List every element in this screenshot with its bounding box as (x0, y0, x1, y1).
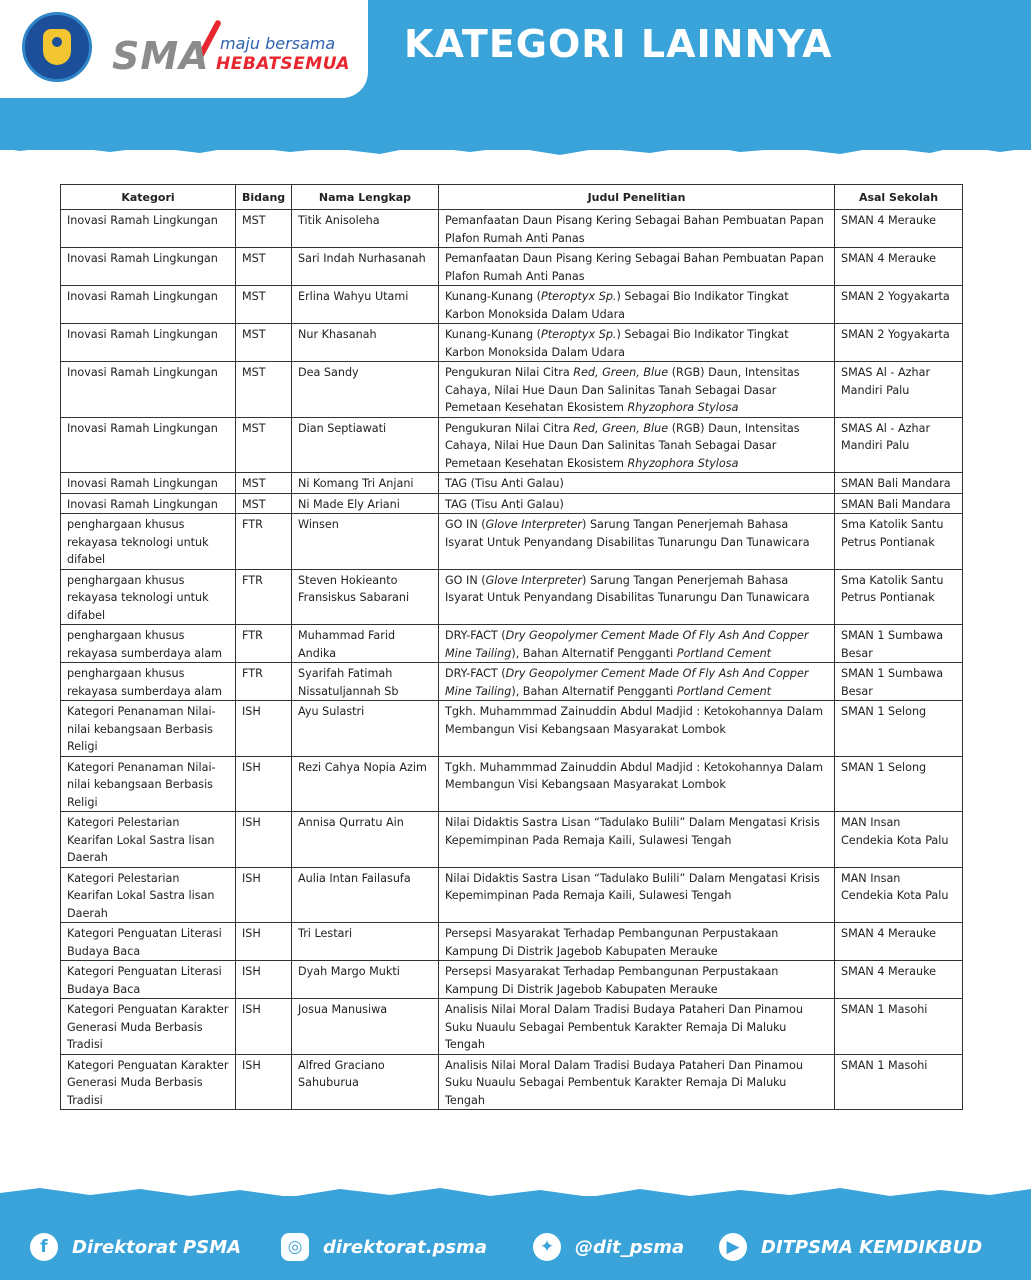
cell-asal: SMAN Bali Mandara (835, 473, 963, 494)
table-row (61, 663, 963, 701)
social-twitter[interactable] (533, 1232, 684, 1262)
cell-kategori: Inovasi Ramah Lingkungan (61, 286, 236, 324)
table-row (61, 362, 963, 418)
social-label: DITPSMA KEMDIKBUD (761, 1236, 983, 1258)
cell-bidang: MST (236, 324, 292, 362)
cell-kategori: penghargaan khusus rekayasa sumberdaya alam (61, 625, 236, 663)
cell-bidang: FTR (236, 514, 292, 570)
instagram-icon: ◎ (281, 1233, 309, 1261)
cell-kategori: Inovasi Ramah Lingkungan (61, 210, 236, 248)
results-table-wrap (60, 184, 962, 1110)
cell-nama: Steven Hokieanto Fransiskus Sabarani (292, 569, 439, 625)
tagline-top: maju bersama (220, 34, 336, 53)
cell-asal: MAN Insan Cendekia Kota Palu (835, 812, 963, 868)
table-row (61, 493, 963, 514)
table-row (61, 514, 963, 570)
cell-kategori: Kategori Penanaman Nilai-nilai kebangsaan Berbasis Religi (61, 701, 236, 757)
cell-bidang: MST (236, 286, 292, 324)
cell-judul: Tgkh. Muhammmad Zainuddin Abdul Madjid : Ketokohannya Dalam Membangun Visi Kebangsaan Masyarakat Lombok (439, 701, 835, 757)
social-youtube[interactable] (719, 1232, 982, 1262)
cell-nama: Annisa Qurratu Ain (292, 812, 439, 868)
cell-bidang: ISH (236, 812, 292, 868)
cell-bidang: MST (236, 210, 292, 248)
tagline-bottom: HEBATSEMUA (216, 54, 350, 74)
table-row (61, 923, 963, 961)
table-row (61, 756, 963, 812)
cell-asal: SMAN Bali Mandara (835, 493, 963, 514)
cell-bidang: MST (236, 362, 292, 418)
cell-kategori: penghargaan khusus rekayasa teknologi untuk difabel (61, 569, 236, 625)
page-title: KATEGORI LAINNYA (404, 22, 833, 66)
cell-judul: TAG (Tisu Anti Galau) (439, 473, 835, 494)
table-row (61, 812, 963, 868)
cell-kategori: Inovasi Ramah Lingkungan (61, 473, 236, 494)
cell-judul: Nilai Didaktis Sastra Lisan “Tadulako Bulili” Dalam Mengatasi Krisis Kepemimpinan Pada Remaja Kaili, Sulawesi Tengah (439, 812, 835, 868)
table-row (61, 248, 963, 286)
cell-bidang: FTR (236, 569, 292, 625)
cell-kategori: Inovasi Ramah Lingkungan (61, 248, 236, 286)
cell-kategori: Inovasi Ramah Lingkungan (61, 362, 236, 418)
cell-nama: Nur Khasanah (292, 324, 439, 362)
cell-asal: SMAS Al - Azhar Mandiri Palu (835, 362, 963, 418)
social-instagram[interactable] (281, 1232, 487, 1262)
cell-kategori: Kategori Pelestarian Kearifan Lokal Sastra lisan Daerah (61, 812, 236, 868)
cell-nama: Titik Anisoleha (292, 210, 439, 248)
cell-kategori: Kategori Penguatan Karakter Generasi Muda Berbasis Tradisi (61, 999, 236, 1055)
column-header-judul: Judul Penelitian (439, 185, 835, 210)
cell-nama: Tri Lestari (292, 923, 439, 961)
facebook-icon: f (30, 1233, 58, 1261)
table-row (61, 999, 963, 1055)
social-label: direktorat.psma (323, 1236, 488, 1258)
cell-nama: Muhammad Farid Andika (292, 625, 439, 663)
cell-asal: SMAN 1 Masohi (835, 999, 963, 1055)
cell-judul: Pengukuran Nilai Citra Red, Green, Blue (RGB) Daun, Intensitas Cahaya, Nilai Hue Daun Dan Salinitas Tanah Sebagai Dasar Pemetaan Kesehatan Ekosistem Rhyzophora Stylosa (439, 417, 835, 473)
social-facebook[interactable] (30, 1232, 241, 1262)
cell-asal: SMAN 1 Sumbawa Besar (835, 625, 963, 663)
brand-logo-text: SMA (112, 34, 210, 78)
cell-nama: Erlina Wahyu Utami (292, 286, 439, 324)
cell-bidang: ISH (236, 701, 292, 757)
cell-bidang: MST (236, 417, 292, 473)
cell-asal: SMAN 1 Selong (835, 701, 963, 757)
cell-kategori: Inovasi Ramah Lingkungan (61, 417, 236, 473)
cell-nama: Ayu Sulastri (292, 701, 439, 757)
brush-edge-top (0, 140, 1031, 158)
column-header-kategori: Kategori (61, 185, 236, 210)
table-row (61, 417, 963, 473)
table-row (61, 961, 963, 999)
cell-asal: Sma Katolik Santu Petrus Pontianak (835, 514, 963, 570)
twitter-icon: ✦ (533, 1233, 561, 1261)
cell-asal: SMAN 1 Selong (835, 756, 963, 812)
cell-kategori: Kategori Penguatan Karakter Generasi Muda Berbasis Tradisi (61, 1054, 236, 1110)
table-row (61, 210, 963, 248)
table-body (61, 210, 963, 1110)
cell-judul: DRY-FACT (Dry Geopolymer Cement Made Of Fly Ash And Copper Mine Tailing), Bahan Alternatif Pengganti Portland Cement (439, 663, 835, 701)
cell-kategori: Kategori Penguatan Literasi Budaya Baca (61, 923, 236, 961)
cell-judul: Kunang-Kunang (Pteroptyx Sp.) Sebagai Bio Indikator Tingkat Karbon Monoksida Dalam Udara (439, 324, 835, 362)
cell-asal: MAN Insan Cendekia Kota Palu (835, 867, 963, 923)
youtube-icon: ▶ (719, 1233, 747, 1261)
cell-nama: Aulia Intan Failasufa (292, 867, 439, 923)
cell-asal: SMAS Al - Azhar Mandiri Palu (835, 417, 963, 473)
cell-bidang: FTR (236, 625, 292, 663)
cell-judul: Persepsi Masyarakat Terhadap Pembangunan Perpustakaan Kampung Di Distrik Jagebob Kabupaten Merauke (439, 923, 835, 961)
cell-judul: GO IN (Glove Interpreter) Sarung Tangan Penerjemah Bahasa Isyarat Untuk Penyandang Disabilitas Tunarungu Dan Tunawicara (439, 569, 835, 625)
table-row (61, 701, 963, 757)
column-header-bidang: Bidang (236, 185, 292, 210)
cell-judul: Nilai Didaktis Sastra Lisan “Tadulako Bulili” Dalam Mengatasi Krisis Kepemimpinan Pada Remaja Kaili, Sulawesi Tengah (439, 867, 835, 923)
cell-nama: Sari Indah Nurhasanah (292, 248, 439, 286)
cell-kategori: Kategori Pelestarian Kearifan Lokal Sastra lisan Daerah (61, 867, 236, 923)
cell-nama: Winsen (292, 514, 439, 570)
cell-judul: Analisis Nilai Moral Dalam Tradisi Budaya Pataheri Dan Pinamou Suku Nuaulu Sebagai Pembentuk Karakter Remaja Di Maluku Tengah (439, 999, 835, 1055)
results-table (60, 184, 963, 1110)
cell-nama: Ni Made Ely Ariani (292, 493, 439, 514)
cell-judul: Pengukuran Nilai Citra Red, Green, Blue (RGB) Daun, Intensitas Cahaya, Nilai Hue Daun Dan Salinitas Tanah Sebagai Dasar Pemetaan Kesehatan Ekosistem Rhyzophora Stylosa (439, 362, 835, 418)
cell-bidang: ISH (236, 756, 292, 812)
table-row (61, 473, 963, 494)
cell-asal: SMAN 1 Masohi (835, 1054, 963, 1110)
cell-asal: SMAN 4 Merauke (835, 248, 963, 286)
cell-nama: Josua Manusiwa (292, 999, 439, 1055)
logo-card (0, 0, 368, 98)
cell-nama: Ni Komang Tri Anjani (292, 473, 439, 494)
cell-bidang: ISH (236, 867, 292, 923)
cell-asal: SMAN 2 Yogyakarta (835, 286, 963, 324)
cell-kategori: penghargaan khusus rekayasa teknologi untuk difabel (61, 514, 236, 570)
social-label: @dit_psma (575, 1236, 685, 1258)
table-row (61, 867, 963, 923)
cell-judul: Kunang-Kunang (Pteroptyx Sp.) Sebagai Bio Indikator Tingkat Karbon Monoksida Dalam Udara (439, 286, 835, 324)
cell-nama: Alfred Graciano Sahuburua (292, 1054, 439, 1110)
cell-bidang: ISH (236, 961, 292, 999)
cell-bidang: ISH (236, 1054, 292, 1110)
table-row (61, 324, 963, 362)
cell-bidang: ISH (236, 923, 292, 961)
cell-kategori: Inovasi Ramah Lingkungan (61, 493, 236, 514)
cell-asal: SMAN 1 Sumbawa Besar (835, 663, 963, 701)
cell-nama: Dyah Margo Mukti (292, 961, 439, 999)
cell-asal: SMAN 4 Merauke (835, 961, 963, 999)
cell-judul: Persepsi Masyarakat Terhadap Pembangunan Perpustakaan Kampung Di Distrik Jagebob Kabupaten Merauke (439, 961, 835, 999)
cell-bidang: ISH (236, 999, 292, 1055)
cell-asal: SMAN 4 Merauke (835, 923, 963, 961)
cell-judul: GO IN (Glove Interpreter) Sarung Tangan Penerjemah Bahasa Isyarat Untuk Penyandang Disabilitas Tunarungu Dan Tunawicara (439, 514, 835, 570)
cell-bidang: FTR (236, 663, 292, 701)
cell-bidang: MST (236, 248, 292, 286)
table-row (61, 1054, 963, 1110)
cell-judul: DRY-FACT (Dry Geopolymer Cement Made Of Fly Ash And Copper Mine Tailing), Bahan Alternatif Pengganti Portland Cement (439, 625, 835, 663)
cell-kategori: Inovasi Ramah Lingkungan (61, 324, 236, 362)
cell-nama: Rezi Cahya Nopia Azim (292, 756, 439, 812)
table-row (61, 286, 963, 324)
cell-judul: TAG (Tisu Anti Galau) (439, 493, 835, 514)
cell-asal: Sma Katolik Santu Petrus Pontianak (835, 569, 963, 625)
cell-asal: SMAN 2 Yogyakarta (835, 324, 963, 362)
table-row (61, 625, 963, 663)
cell-judul: Pemanfaatan Daun Pisang Kering Sebagai Bahan Pembuatan Papan Plafon Rumah Anti Panas (439, 210, 835, 248)
social-label: Direktorat PSMA (72, 1236, 242, 1258)
cell-bidang: MST (236, 493, 292, 514)
column-header-nama: Nama Lengkap (292, 185, 439, 210)
table-header-row (61, 185, 963, 210)
cell-bidang: MST (236, 473, 292, 494)
cell-nama: Syarifah Fatimah Nissatuljannah Sb (292, 663, 439, 701)
cell-nama: Dea Sandy (292, 362, 439, 418)
cell-judul: Analisis Nilai Moral Dalam Tradisi Budaya Pataheri Dan Pinamou Suku Nuaulu Sebagai Pembentuk Karakter Remaja Di Maluku Tengah (439, 1054, 835, 1110)
column-header-asal: Asal Sekolah (835, 185, 963, 210)
cell-judul: Pemanfaatan Daun Pisang Kering Sebagai Bahan Pembuatan Papan Plafon Rumah Anti Panas (439, 248, 835, 286)
cell-kategori: penghargaan khusus rekayasa sumberdaya alam (61, 663, 236, 701)
cell-judul: Tgkh. Muhammmad Zainuddin Abdul Madjid : Ketokohannya Dalam Membangun Visi Kebangsaan Masyarakat Lombok (439, 756, 835, 812)
kemdikbud-emblem-icon (22, 12, 92, 82)
cell-asal: SMAN 4 Merauke (835, 210, 963, 248)
cell-kategori: Kategori Penanaman Nilai-nilai kebangsaan Berbasis Religi (61, 756, 236, 812)
cell-kategori: Kategori Penguatan Literasi Budaya Baca (61, 961, 236, 999)
table-row (61, 569, 963, 625)
cell-nama: Dian Septiawati (292, 417, 439, 473)
